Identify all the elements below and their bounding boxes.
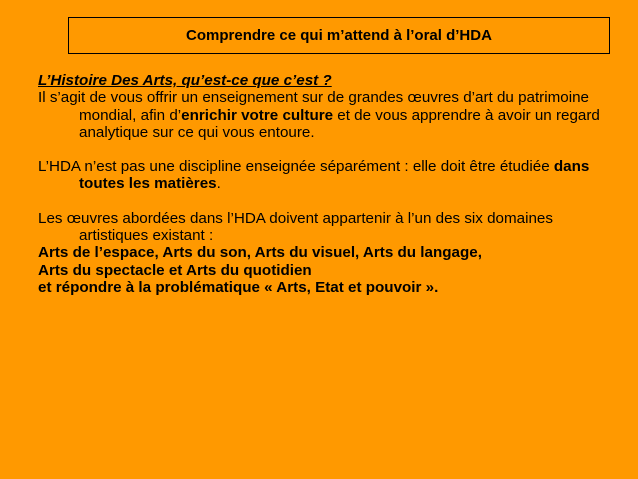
spacer xyxy=(38,141,608,158)
paragraph-discipline-emphasis: dans toutes les matières xyxy=(79,158,590,193)
paragraph-discipline-text-2: . xyxy=(216,175,221,193)
paragraph-discipline xyxy=(38,158,608,193)
paragraph-definition-text-1: Il s’agit de vous offrir un enseignement sur de grandes œuvres d’art du patrimoine mondial, afin d’ xyxy=(38,89,589,124)
domains-line-1: Arts de l’espace, Arts du son, Arts du visuel, Arts du langage, xyxy=(38,244,482,262)
paragraph-definition-text-2: et de vous apprendre à avoir un regard analytique sur ce qui vous entoure. xyxy=(79,106,600,141)
slide-content xyxy=(38,72,608,296)
paragraph-definition-emphasis: enrichir votre culture xyxy=(181,106,334,124)
spacer xyxy=(38,193,608,210)
paragraph-domains: Les œuvres abordées dans l’HDA doivent appartenir à l’un des six domaines artistiques existant : xyxy=(38,209,553,245)
slide-title: Comprendre ce qui m’attend à l’oral d’HDA xyxy=(68,17,610,54)
domains-line-3: et répondre à la problématique « Arts, Etat et pouvoir ». xyxy=(38,278,439,296)
paragraph-definition xyxy=(38,89,608,141)
paragraph-discipline-text-1: L’HDA n’est pas une discipline enseignée séparément : elle doit être étudiée xyxy=(38,158,554,176)
subheading: L’Histoire Des Arts, qu’est-ce que c’est ? xyxy=(38,72,332,89)
domains-line-2: Arts du spectacle et Arts du quotidien xyxy=(38,261,312,279)
